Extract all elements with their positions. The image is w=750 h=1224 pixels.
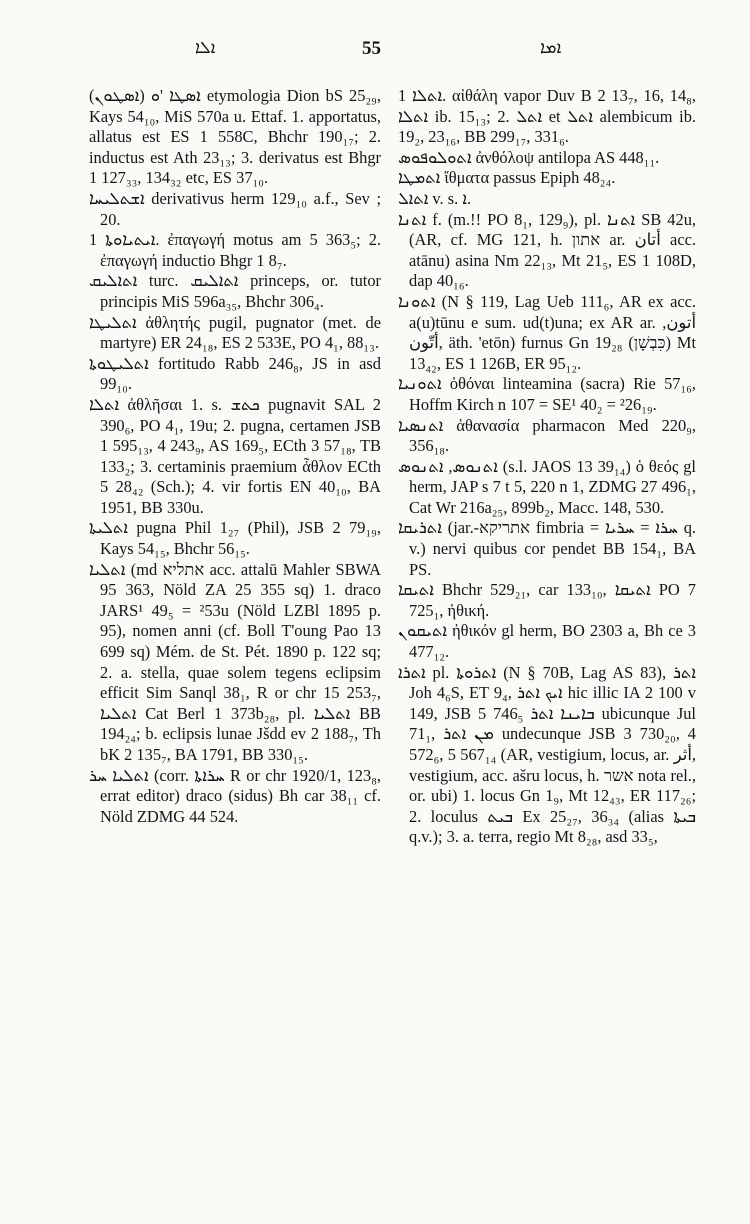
running-head-left: ܐܠܐ <box>195 38 216 57</box>
dictionary-entry: ܐܬܘܠܘܦܘܣ ἀνθόλοψ antilopa AS 448₁₁. <box>398 147 660 167</box>
dictionary-entry: ܐܬܪܐ pl. ܐܬܪܘܬܐ (N § 70B, Lag AS 83), ܐܬܪ Joh 4₆S, ET 9₄, ܐܝܟ ܐܬܪ hic illic IA 2 100 v 149, JSB 5 746₅ ܒܐܝܢܐ ܐܬܪ ubicunque Jul 71₁, ܡܢ ܐܬܪ undecunque JSB 3 730₂₀, 4 572₆, 5 567₁₄ (AR, vestigium, locus, ar. أثر, vestigium, acc. ašru locus, h. אשר nota rel., or. ubi) 1. locus Gn 1₉, Mt 12₄₃, ER 117₂₆; 2. loculus ܒܝܬ Ex 25₂₇, 36₃₄ (alias ܒܝܬܐ q.v.); 3. a. terra, regio Mt 8₂₈, asd 33₅, <box>398 662 696 847</box>
running-head-right: ܐܡܐ <box>540 38 562 57</box>
dictionary-entry: ܐܬܝܩܐ Bhchr 529₂₁, car 133₁₀, ܐܬܝܩܐ PO 7 725₁, ἠθική. <box>398 580 697 620</box>
dictionary-entry: ܐܬܢܐ f. (m.!! PO 8₁, 129₉), pl. ܐܬܢܐ SB 42u, (AR, cf. MG 121, h. אתון ar. أتان acc. atānu) asina Nm 22₁₃, Mt 21₅, ES 1 108D, dap 40₁₆. <box>398 209 696 291</box>
dictionary-entry: ܐܬܘܢܝܐ ὀθόναι linteamina (sacra) Rie 57₁₆, Hoffm Kirch n 107 = SE¹ 40₂ = ²26₁₉. <box>398 374 696 414</box>
dictionary-entry: ܐܬܘܢܐ (N § 119, Lag Ueb 111₆, AR ex acc. a(u)tūnu e sum. ud(t)una; ex AR ar. أتون, أتّون, äth. 'etōn) furnus Gn 19₂₈ (כִּבְשָׁן) Mt 13₄₂, ES 1 126B, ER 95₁₂. <box>398 291 696 373</box>
page-number: 55 <box>362 38 381 59</box>
dictionary-entry: ܐܬܠܝܛܘܬܐ fortitudo Rabb 246₈, JS in asd 99₁₀. <box>89 353 381 394</box>
dictionary-entry: ܐܫܬܠܝܚܐ derivativus herm 129₁₀ a.f., Sev ; 20. <box>89 188 381 229</box>
dictionary-entry: ܐܬܠܐ ἀθλῆσαι 1. s. ܟܬܫ pugnavit SAL 2 390₆, PO 4₁, 19u; 2. pugna, certamen JSB 1 595₁₃, 4 243₉, AS 169₅, ECth 3 57₁₈, TB 133₂; 3. certaminis praemium ἆθλον ECth 5 28₄₂ (Sch.); 4. vir fortis EN 40₁₀, BA 1951, BB 330u. <box>89 394 381 517</box>
dictionary-entry: ܐܬܠܝܛܐ ἀθλητής pugil, pugnator (met. de martyre) ER 24₁₈, ES 2 533E, PO 4₁, 88₁₃. <box>89 312 381 353</box>
dictionary-entry: (ܐܣܛܘܢ) ܐܣܛܐ 'ܘ etymologia Dion bS 25₂₉, Kays 54₁₀, MiS 570a u. Ettaf. 1. apportatus, allatus est ES 1 558C, Bhchr 190₁₇; 2. inductus est Ath 23₁₃; 3. derivatus est Bhgr 1 127₃₃, 134₃₂ etc, ES 37₁₀. <box>89 86 381 188</box>
dictionary-entry: ܐܝܬܝܐܘܬܐ 1. ἐπαγωγή motus am 5 363₅; 2. ἐπαγωγή inductio Bhgr 1 8₇. <box>89 230 382 270</box>
dictionary-entry: ܐܬܐܠ v. s. ܐ. <box>398 188 472 208</box>
left-column <box>89 86 381 827</box>
right-column <box>398 86 696 848</box>
dictionary-entry: ܐܬܠܝܬܐ pugna Phil 1₂₇ (Phil), JSB 2 79₁₉, Kays 54₁₅, Bhchr 56₁₅. <box>89 518 381 559</box>
dictionary-entry: ܐܬܪܝܩܐ (jar.-אתריקא fimbria = ܚܪܐ = ܚܪܝܐ q. v.) nervi quibus cor pendet BB 154₁, BA PS. <box>398 518 697 579</box>
dictionary-entry: ܐܬܝܩܘܢ ἠθικόν gl herm, BO 2303 a, Bh ce 3 477₁₂. <box>398 621 696 662</box>
page-header <box>0 38 750 66</box>
dictionary-entry: ܐܬܢܘܣ, ܐܬܢܘܣ (s.l. JAOS 13 39₁₄) ὁ θεός gl herm, JAP s 7 t 5, 220 n 1, ZDMG 27 496₁, Cat Wr 216a₂₅, 899b₂, Macc. 148, 530. <box>398 456 696 517</box>
dictionary-entry: ܐܬܠܝܐ ܚܪ (corr. ܚܪܐܬܐ R or chr 1920/1, 123₈, errat editor) draco (sidus) Bh car 38₁₁ cf. Nöld ZDMG 44 524. <box>89 765 382 826</box>
dictionary-entry: ܐܬܡܛܐ ἴθματα passus Epiph 48₂₄. <box>398 168 616 188</box>
dictionary-entry: ܐܬܠܝܐ (md אתליא acc. attalū Mahler SBWA 95 363, Nöld ZA 25 355 sq) 1. draco JARS¹ 49₅ = ²53u (Nöld LZBl 1895 p. 95), nomen anni (cf. Boll T'oung Pao 13 699 sq) Mém. de St. Pét. 1890 p. 122 sq; 2. a. stella, quae solem tegens eclipsim efficit Sim Sanql 38₁, R or chr 15 253₇, ܐܬܠܝܐ Cat Berl 1 373b₂₈, pl. ܐܬܠܝܐ BB 194₂₄; b. eclipsis lunae Jšdd ev 2 188₇, Th bK 2 135₇, BA 1791, BB 330₁₅. <box>89 559 381 764</box>
dictionary-entry: ܐܬܠܐ 1. αἰθάλη vapor Duv B 2 13₇, 16, 14₈, ܐܬܠܐ ib. 15₁₃; 2. ܐܬܠ et ܐܬܠ alembicum ib. 19₂, 23₁₆, BB 299₁₇, 331₆. <box>398 86 697 147</box>
dictionary-entry: ܐܬܐܠܝܩ turc. ܐܬܐܠܝܩ princeps, or. tutor principis MiS 596a₃₅, Bhchr 306₄. <box>89 271 381 311</box>
dictionary-entry: ܐܬܢܣܝܐ ἀθανασία pharmacon Med 220₉, 356₁₈. <box>398 415 696 456</box>
